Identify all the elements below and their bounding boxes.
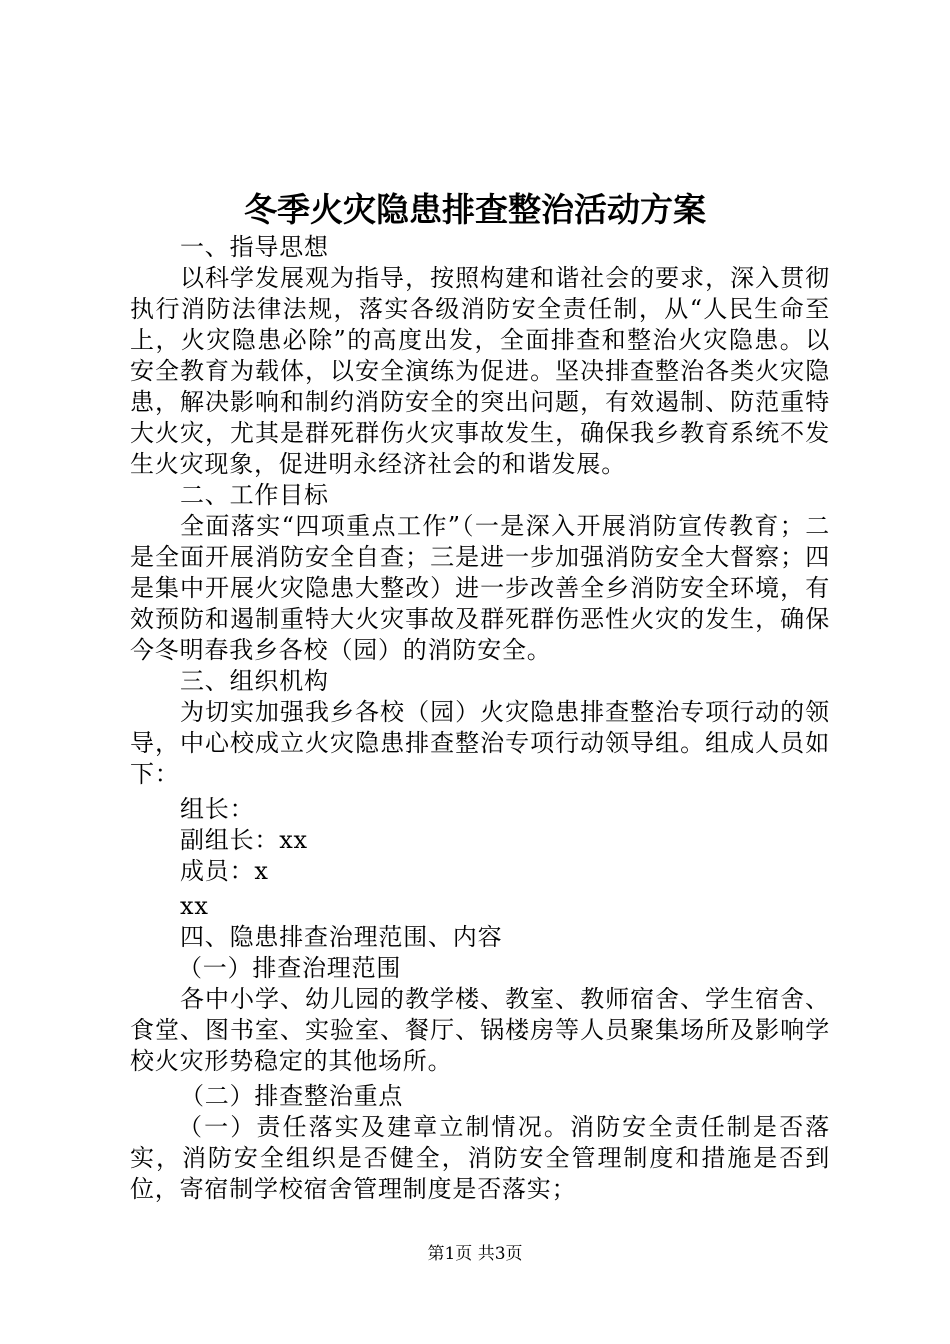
- paragraph-responsibility: （一）责任落实及建章立制情况。消防安全责任制是否落实，消防安全组织是否健全，消防安全管理制度和措施是否到位，寄宿制学校宿舍管理制度是否落实；: [130, 1113, 830, 1203]
- subheading-key-points: （二）排查整治重点: [180, 1082, 404, 1110]
- line-members-continued: xx: [180, 892, 209, 920]
- paragraph-work-goals: 全面落实“四项重点工作”（一是深入开展消防宣传教育；二是全面开展消防安全自查；三是进一步加强消防安全大督察；四是集中开展火灾隐患大整改）进一步改善全乡消防安全环境，有效预防和遏制重特大火灾事故及群死群伤恶性火灾的发生，确保今冬明春我乡各校（园）的消防安全。: [130, 512, 830, 664]
- line-members: 成员：x: [180, 857, 269, 885]
- paragraph-organization: 为切实加强我乡各校（园）火灾隐患排查整治专项行动的领导，中心校成立火灾隐患排查整治专项行动领导组。组成人员如下：: [130, 698, 830, 788]
- section-heading-guiding-ideology: 一、指导思想: [180, 233, 329, 261]
- document-body: [130, 232, 830, 1205]
- line-deputy-leader: 副组长：xx: [180, 826, 308, 854]
- document-title: 冬季火灾隐患排查整治活动方案: [244, 190, 706, 229]
- section-heading-organization: 三、组织机构: [180, 667, 329, 695]
- page-footer: 第1页 共3页: [427, 1244, 523, 1264]
- paragraph-guiding-ideology: 以科学发展观为指导，按照构建和谐社会的要求，深入贯彻执行消防法律法规，落实各级消防安全责任制，从“人民生命至上，火灾隐患必除”的高度出发，全面排查和整治火灾隐患。以安全教育为载体，以安全演练为促进。坚决排查整治各类火灾隐患，解决影响和制约消防安全的突出问题，有效遏制、防范重特大火灾，尤其是群死群伤火灾事故发生，确保我乡教育系统不发生火灾现象，促进明永经济社会的和谐发展。: [130, 264, 830, 478]
- paragraph-scope: 各中小学、幼儿园的教学楼、教室、教师宿舍、学生宿舍、食堂、图书室、实验室、餐厅、锅楼房等人员聚集场所及影响学校火灾形势稳定的其他场所。: [130, 985, 830, 1075]
- line-group-leader: 组长：: [180, 795, 255, 823]
- subheading-scope: （一）排查治理范围: [178, 954, 402, 982]
- section-heading-work-goals: 二、工作目标: [180, 481, 329, 509]
- section-heading-scope: 四、隐患排查治理范围、内容: [180, 923, 503, 951]
